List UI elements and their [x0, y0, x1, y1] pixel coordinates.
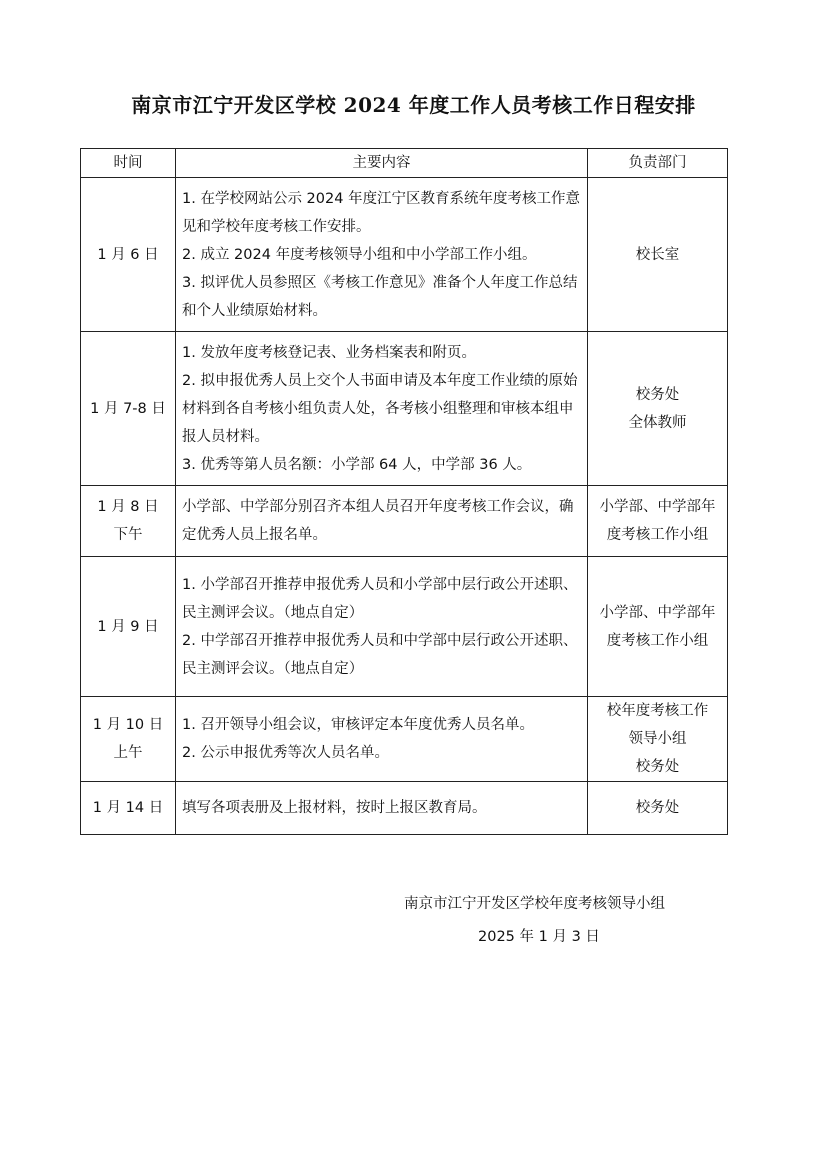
dept-line: 校务处: [635, 386, 680, 403]
row-time: [81, 486, 176, 557]
dept-line: 小学部、中学部年度考核工作小组: [599, 499, 716, 543]
row-dept: [588, 178, 728, 332]
row-dept: [588, 486, 728, 557]
content-line: 2. 拟申报优秀人员上交个人书面申请及本年度工作业绩的原始材料到各自考核小组负责人处，各考核小组整理和审核本组申报人员材料。: [182, 372, 578, 445]
time-line: 1 月 14 日: [92, 800, 164, 816]
table-row: [81, 782, 728, 835]
signature-date: 2025 年 1 月 3 日: [478, 929, 600, 945]
content-line: 小学部、中学部分别召齐本组人员召开年度考核工作会议，确定优秀人员上报名单。: [182, 499, 574, 543]
schedule-table: [80, 148, 728, 835]
content-line: 1. 召开领导小组会议，审核评定本年度优秀人员名单。: [182, 717, 534, 733]
header-dept: 负责部门: [588, 149, 728, 178]
table-row: [81, 697, 728, 782]
row-content: [176, 697, 588, 782]
signature-org: 南京市江宁开发区学校年度考核领导小组: [404, 896, 665, 912]
content-line: 2. 公示申报优秀等次人员名单。: [182, 745, 389, 761]
header-time: 时间: [81, 149, 176, 178]
row-content: [176, 332, 588, 486]
header-content: 主要内容: [176, 149, 588, 178]
row-dept: [588, 332, 728, 486]
row-content: [176, 178, 588, 332]
dept-line: 小学部、中学部年度考核工作小组: [599, 604, 716, 649]
content-line: 1. 在学校网站公示 2024 年度江宁区教育系统年度考核工作意见和学校年度考核工作安排。: [182, 190, 581, 235]
time-line: 下午: [113, 527, 143, 543]
dept-line: 领导小组: [628, 731, 687, 747]
dept-line: 校长室: [635, 246, 680, 263]
row-content: [176, 782, 588, 835]
content-line: 3. 优秀等第人员名额：小学部 64 人，中学部 36 人。: [182, 456, 532, 473]
dept-line: 校年度考核工作: [606, 703, 709, 719]
content-line: 填写各项表册及上报材料，按时上报区教育局。: [182, 800, 487, 816]
time-line: 1 月 7-8 日: [90, 400, 166, 417]
content-line: 1. 发放年度考核登记表、业务档案表和附页。: [182, 344, 476, 361]
time-line: 1 月 9 日: [97, 618, 159, 635]
time-line: 1 月 6 日: [97, 246, 159, 263]
row-dept: [588, 557, 728, 697]
dept-line: 校务处: [635, 800, 680, 816]
time-line: 1 月 8 日: [97, 499, 159, 515]
page-title: 南京市江宁开发区学校 2024 年度工作人员考核工作日程安排: [131, 93, 696, 117]
row-time: [81, 697, 176, 782]
content-line: 2. 成立 2024 年度考核领导小组和中小学部工作小组。: [182, 246, 537, 263]
table-row: [81, 332, 728, 486]
row-content: [176, 486, 588, 557]
time-line: 上午: [113, 745, 143, 761]
time-line: 1 月 10 日: [92, 717, 164, 733]
row-dept: [588, 697, 728, 782]
row-dept: [588, 782, 728, 835]
row-time: [81, 332, 176, 486]
table-header-row: [81, 149, 728, 178]
content-line: 3. 拟评优人员参照区《考核工作意见》准备个人年度工作总结和个人业绩原始材料。: [182, 274, 578, 319]
row-time: [81, 178, 176, 332]
table-row: [81, 178, 728, 332]
dept-line: 全体教师: [628, 414, 687, 431]
content-line: 2. 中学部召开推荐申报优秀人员和中学部中层行政公开述职、民主测评会议。（地点自定）: [182, 632, 578, 677]
content-line: 1. 小学部召开推荐申报优秀人员和小学部中层行政公开述职、民主测评会议。（地点自定）: [182, 576, 578, 621]
row-content: [176, 557, 588, 697]
table-row: [81, 557, 728, 697]
row-time: [81, 782, 176, 835]
row-time: [81, 557, 176, 697]
dept-line: 校务处: [635, 759, 680, 775]
table-row: [81, 486, 728, 557]
